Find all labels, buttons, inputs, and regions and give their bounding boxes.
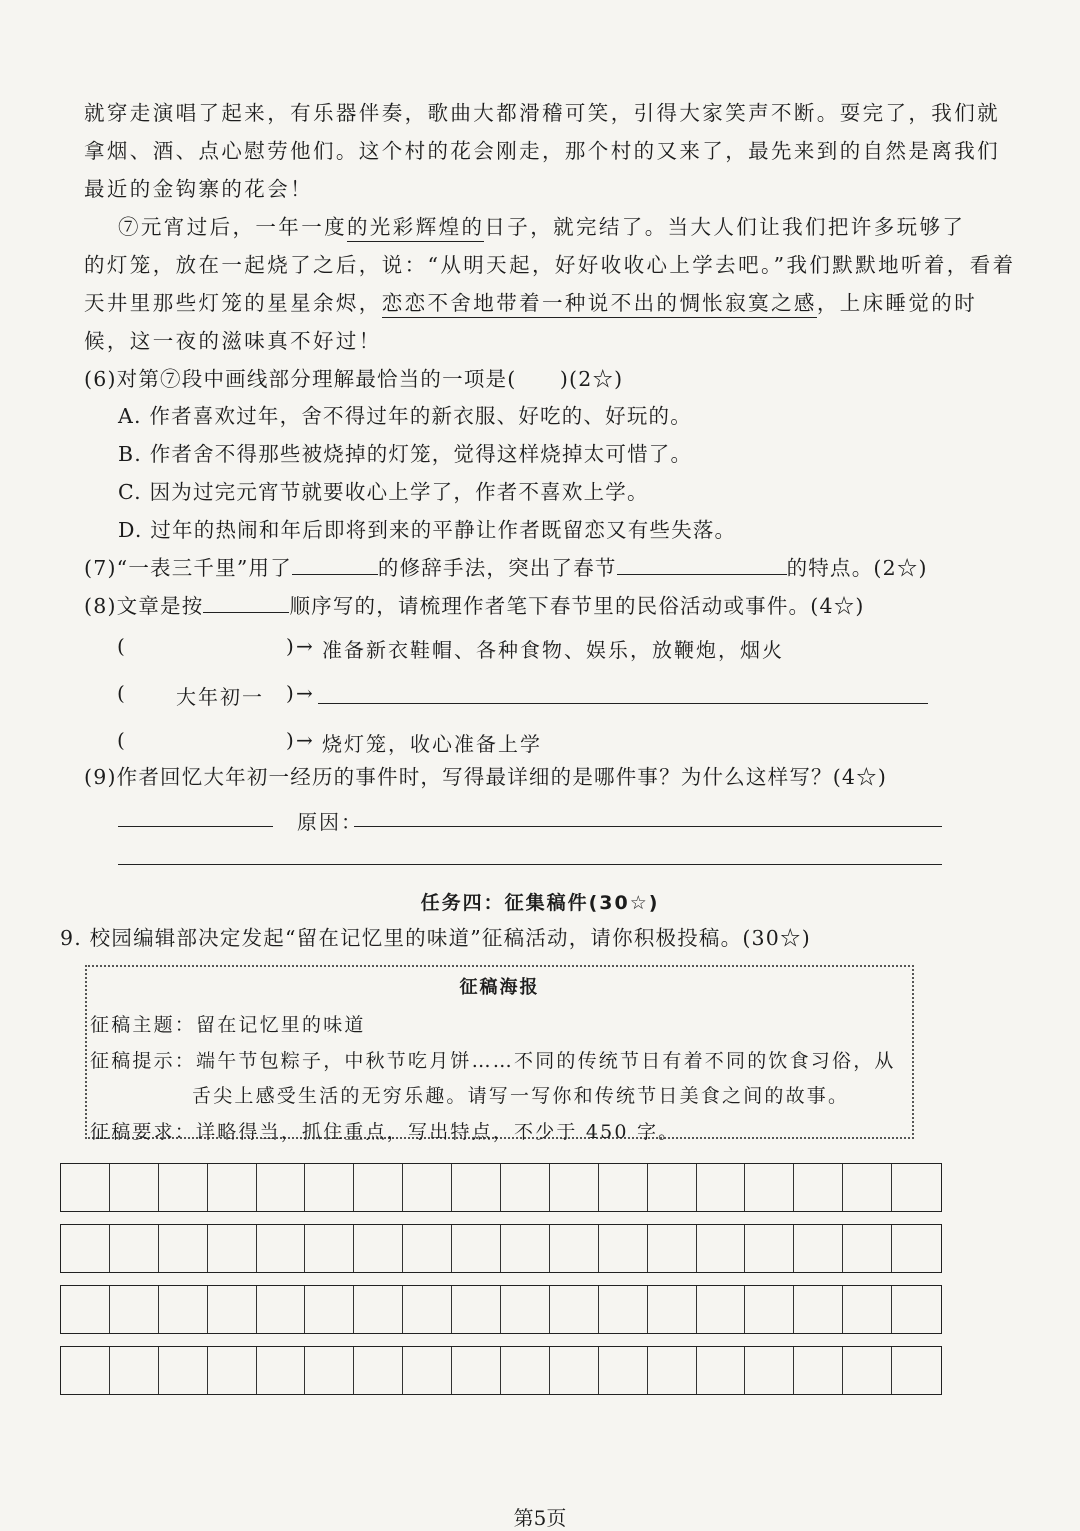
grid-cell[interactable]: [599, 1347, 648, 1394]
question-9-stem: (9)作者回忆大年初一经历的事件时，写得最详细的是哪件事？为什么这样写？(4☆): [84, 765, 888, 789]
grid-cell[interactable]: [452, 1164, 501, 1211]
open-paren: (: [117, 634, 125, 658]
grid-cell[interactable]: [648, 1347, 697, 1394]
grid-cell[interactable]: [648, 1164, 697, 1211]
passage-line: 的灯笼，放在一起烧了之后，说：“从明天起，好好收收心上学去吧。”我们默默地听着，看着: [84, 253, 1016, 277]
grid-cell[interactable]: [208, 1164, 257, 1211]
close-paren: ): [286, 728, 294, 752]
grid-cell[interactable]: [697, 1286, 746, 1333]
grid-cell[interactable]: [403, 1164, 452, 1211]
grid-cell[interactable]: [794, 1286, 843, 1333]
page-number: 第5页: [513, 1506, 567, 1530]
underlined-sentence: 恋恋不舍地带着一种说不出的惆怅寂寞之感: [382, 291, 817, 318]
grid-cell[interactable]: [452, 1347, 501, 1394]
grid-cell[interactable]: [599, 1225, 648, 1272]
grid-cell[interactable]: [843, 1286, 892, 1333]
answer-blank[interactable]: [617, 558, 787, 575]
paragraph-7-line: 天井里那些灯笼的星星余烬，恋恋不舍地带着一种说不出的惆怅寂寞之感，上床睡觉的时: [84, 293, 977, 314]
answer-line[interactable]: [354, 826, 942, 827]
grid-cell[interactable]: [110, 1225, 159, 1272]
grid-cell[interactable]: [257, 1225, 306, 1272]
grid-cell[interactable]: [550, 1286, 599, 1333]
grid-cell[interactable]: [452, 1286, 501, 1333]
option-b: B. 作者舍不得那些被烧掉的灯笼，觉得这样烧掉太可惜了。: [118, 442, 693, 466]
grid-cell[interactable]: [599, 1164, 648, 1211]
reason-label: 原因：: [297, 810, 363, 834]
grid-cell[interactable]: [843, 1164, 892, 1211]
grid-cell[interactable]: [61, 1164, 110, 1211]
passage-line: 最近的金钩寨的花会！: [84, 177, 313, 201]
grid-cell[interactable]: [61, 1225, 110, 1272]
task-9-stem: 9. 校园编辑部决定发起“留在记忆里的味道”征稿活动，请你积极投稿。(30☆): [60, 926, 811, 950]
grid-cell[interactable]: [892, 1225, 941, 1272]
grid-cell[interactable]: [305, 1286, 354, 1333]
grid-cell[interactable]: [257, 1286, 306, 1333]
flow-row-2-label: 大年初一: [176, 685, 264, 709]
grid-cell[interactable]: [354, 1164, 403, 1211]
underlined-phrase: 的光彩辉煌的: [347, 215, 484, 242]
poster-title: 征稿海报: [459, 977, 540, 998]
grid-cell[interactable]: [208, 1347, 257, 1394]
option-a: A. 作者喜欢过年，舍不得过年的新衣服、好吃的、好玩的。: [118, 404, 692, 428]
grid-cell[interactable]: [843, 1347, 892, 1394]
grid-cell[interactable]: [794, 1164, 843, 1211]
grid-cell[interactable]: [110, 1286, 159, 1333]
grid-cell[interactable]: [110, 1164, 159, 1211]
grid-cell[interactable]: [745, 1225, 794, 1272]
grid-cell[interactable]: [599, 1286, 648, 1333]
open-paren: (: [117, 681, 125, 705]
grid-cell[interactable]: [305, 1347, 354, 1394]
grid-cell[interactable]: [501, 1347, 550, 1394]
grid-cell[interactable]: [354, 1286, 403, 1333]
grid-cell[interactable]: [354, 1225, 403, 1272]
grid-cell[interactable]: [159, 1286, 208, 1333]
grid-cell[interactable]: [648, 1225, 697, 1272]
grid-cell[interactable]: [305, 1225, 354, 1272]
grid-cell[interactable]: [697, 1164, 746, 1211]
flow-row-3-text: 烧灯笼，收心准备上学: [322, 732, 542, 756]
answer-line[interactable]: [118, 826, 273, 827]
grid-cell[interactable]: [403, 1347, 452, 1394]
answer-blank[interactable]: [292, 558, 378, 575]
grid-cell[interactable]: [208, 1286, 257, 1333]
grid-cell[interactable]: [61, 1286, 110, 1333]
poster-requirement: 征稿要求：详略得当，抓住重点，写出特点，不少于 450 字。: [90, 1121, 680, 1143]
grid-cell[interactable]: [648, 1286, 697, 1333]
grid-cell[interactable]: [501, 1225, 550, 1272]
grid-cell[interactable]: [697, 1225, 746, 1272]
grid-cell[interactable]: [501, 1164, 550, 1211]
flow-arrow-icon: →: [296, 634, 315, 658]
grid-row: [60, 1163, 942, 1212]
grid-cell[interactable]: [501, 1286, 550, 1333]
poster-hint-continued: 舌尖上感受生活的无穷乐趣。请写一写你和传统节日美食之间的故事。: [192, 1085, 850, 1107]
grid-cell[interactable]: [892, 1164, 941, 1211]
grid-cell[interactable]: [550, 1347, 599, 1394]
question-6-stem: (6)对第⑦段中画线部分理解最恰当的一项是( )(2☆): [84, 367, 624, 391]
question-8: (8)文章是按 顺序写的，请梳理作者笔下春节里的民俗活动或事件。(4☆): [84, 594, 865, 618]
grid-cell[interactable]: [305, 1164, 354, 1211]
answer-line[interactable]: [318, 703, 928, 704]
grid-cell[interactable]: [843, 1225, 892, 1272]
question-7: (7)“一表三千里”用了 的修辞手法，突出了春节 的特点。(2☆): [84, 556, 928, 580]
grid-cell[interactable]: [403, 1225, 452, 1272]
close-paren: ): [286, 681, 294, 705]
grid-cell[interactable]: [550, 1164, 599, 1211]
grid-cell[interactable]: [892, 1286, 941, 1333]
grid-cell[interactable]: [159, 1225, 208, 1272]
close-paren: ): [286, 634, 294, 658]
grid-cell[interactable]: [159, 1164, 208, 1211]
grid-cell[interactable]: [110, 1347, 159, 1394]
grid-cell[interactable]: [745, 1347, 794, 1394]
grid-cell[interactable]: [745, 1164, 794, 1211]
answer-blank[interactable]: [203, 596, 289, 613]
grid-cell[interactable]: [403, 1286, 452, 1333]
passage-line: 拿烟、酒、点心慰劳他们。这个村的花会刚走，那个村的又来了，最先来到的自然是离我们: [84, 139, 1000, 163]
grid-cell[interactable]: [354, 1347, 403, 1394]
option-d: D. 过年的热闹和年后即将到来的平静让作者既留恋又有些失落。: [118, 518, 737, 542]
grid-cell[interactable]: [208, 1225, 257, 1272]
passage-line: 候，这一夜的滋味真不好过！: [84, 329, 382, 353]
open-paren: (: [117, 728, 125, 752]
paragraph-7-line: ⑦元宵过后，一年一度的光彩辉煌的日子，就完结了。当大人们让我们把许多玩够了: [118, 217, 965, 238]
flow-row-1-text: 准备新衣鞋帽、各种食物、娱乐，放鞭炮，烟火: [322, 638, 784, 662]
grid-cell[interactable]: [61, 1347, 110, 1394]
grid-row: [60, 1346, 942, 1395]
grid-cell[interactable]: [697, 1347, 746, 1394]
grid-cell[interactable]: [452, 1225, 501, 1272]
option-c: C. 因为过完元宵节就要收心上学了，作者不喜欢上学。: [118, 480, 649, 504]
call-for-papers-poster: [85, 965, 914, 1143]
section-title: 任务四：征集稿件(30☆): [420, 892, 660, 914]
passage-line: 就穿走演唱了起来，有乐器伴奏，歌曲大都滑稽可笑，引得大家笑声不断。耍完了，我们就: [84, 101, 1000, 125]
grid-cell[interactable]: [794, 1347, 843, 1394]
grid-cell[interactable]: [257, 1347, 306, 1394]
grid-cell[interactable]: [550, 1225, 599, 1272]
poster-hint: 征稿提示：端午节包粽子，中秋节吃月饼……不同的传统节日有着不同的饮食习俗，从: [90, 1050, 896, 1072]
answer-line[interactable]: [118, 864, 942, 865]
grid-cell[interactable]: [745, 1286, 794, 1333]
flow-arrow-icon: →: [296, 681, 315, 705]
grid-row: [60, 1224, 942, 1273]
grid-cell[interactable]: [159, 1347, 208, 1394]
grid-cell[interactable]: [794, 1225, 843, 1272]
grid-cell[interactable]: [892, 1347, 941, 1394]
grid-row: [60, 1285, 942, 1334]
grid-cell[interactable]: [257, 1164, 306, 1211]
poster-theme: 征稿主题：留在记忆里的味道: [90, 1014, 366, 1036]
flow-arrow-icon: →: [296, 728, 315, 752]
